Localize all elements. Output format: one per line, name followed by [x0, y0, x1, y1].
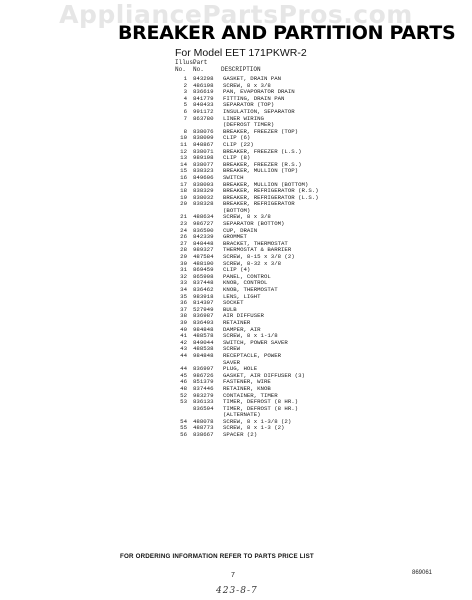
- part-number: 836462: [193, 286, 214, 293]
- part-number: 488634: [193, 213, 214, 221]
- part-number: 836987: [193, 312, 214, 320]
- part-illus-number: 12: [180, 147, 187, 155]
- document-number: 869061: [412, 570, 433, 576]
- part-illus-number: 17: [180, 180, 187, 188]
- part-illus-number: 53: [180, 398, 187, 406]
- header-no-2: No.: [193, 65, 204, 73]
- part-description: SWITCH: [223, 173, 244, 181]
- part-illus-number: 52: [180, 391, 187, 399]
- part-description: RETAINER: [223, 318, 251, 326]
- part-number: 836133: [193, 398, 214, 406]
- part-description: SCREW, 8 x 1-3/8 (2): [223, 417, 292, 425]
- part-illus-number: 43: [180, 345, 187, 353]
- parts-list: [175, 76, 405, 439]
- part-illus-number: 15: [180, 167, 187, 175]
- part-illus-number: 42: [180, 338, 187, 346]
- part-description: TIMER, DEFROST (8 HR.): [223, 404, 299, 412]
- part-description: CLIP (8): [223, 154, 251, 162]
- part-number: 989198: [193, 154, 214, 162]
- part-illus-number: 27: [180, 239, 187, 247]
- part-row: [175, 432, 405, 439]
- part-number: 838667: [193, 431, 214, 439]
- part-description: CUP, DRAIN: [223, 226, 258, 234]
- part-description: SCREW, 8 x 1-1/8: [223, 332, 278, 340]
- part-number: 488773: [193, 424, 214, 432]
- part-illus-number: 46: [180, 378, 187, 386]
- part-description: CONTAINER, TIMER: [223, 391, 278, 399]
- part-number: 837448: [193, 279, 214, 287]
- part-illus-number: 5: [183, 101, 187, 109]
- page-title: BREAKER AND PARTITION PARTS: [118, 22, 456, 44]
- part-number: 838328: [193, 200, 214, 208]
- part-number: 838071: [193, 147, 214, 155]
- part-number: 488538: [193, 345, 214, 353]
- part-description: SPACER (2): [223, 431, 258, 439]
- part-description: BREAKER, REFRIGERATOR (L.S.): [223, 193, 319, 201]
- handwritten-note: 423-8-7: [216, 586, 258, 596]
- part-illus-number: 28: [180, 246, 187, 254]
- part-description: BREAKER, MULLION (BOTTOM): [223, 180, 309, 188]
- part-illus-number: 4: [183, 94, 187, 102]
- part-illus-number: 44: [180, 351, 187, 359]
- part-number: 869459: [193, 266, 214, 274]
- part-description: FASTENER, WIRE: [223, 378, 271, 386]
- model-line: For Model EET 171PKWR-2: [175, 47, 307, 59]
- part-illus-number: 55: [180, 424, 187, 432]
- part-description: SEPARATOR (TOP): [223, 101, 275, 109]
- header-row-2: [175, 67, 261, 74]
- part-row: [175, 353, 405, 360]
- part-number: 865908: [193, 272, 214, 280]
- part-number: 837446: [193, 384, 214, 392]
- part-illus-number: 31: [180, 266, 187, 274]
- part-description: GROMMET: [223, 233, 247, 241]
- part-number: 487584: [193, 253, 214, 261]
- part-description: BREAKER, FREEZER (TOP): [223, 127, 299, 135]
- part-illus-number: 6: [183, 107, 187, 115]
- part-illus-number: 13: [180, 154, 187, 162]
- part-number: 848448: [193, 239, 214, 247]
- part-illus-number: 2: [183, 81, 187, 89]
- part-description: PAN, EVAPORATOR DRAIN: [223, 88, 295, 96]
- part-illus-number: 44: [180, 365, 187, 373]
- part-number: 849606: [193, 173, 214, 181]
- part-illus-number: 29: [180, 253, 187, 261]
- part-description: BREAKER, FREEZER (L.S.): [223, 147, 302, 155]
- part-number: 838329: [193, 187, 214, 195]
- part-illus-number: 35: [180, 292, 187, 300]
- part-illus-number: 37: [180, 305, 187, 313]
- part-description: SCREW: [223, 345, 241, 353]
- part-number: 991172: [193, 107, 214, 115]
- part-illus-number: 18: [180, 187, 187, 195]
- part-number: 836590: [193, 226, 214, 234]
- part-illus-number: 21: [180, 213, 187, 221]
- part-illus-number: 11: [180, 140, 187, 148]
- part-number: 843298: [193, 75, 214, 82]
- part-description: BREAKER, REFRIGERATOR (R.S.): [223, 187, 319, 195]
- part-number: 488578: [193, 332, 214, 340]
- part-illus-number: 45: [180, 371, 187, 379]
- part-description: SCREW, 8-32 x 3/8: [223, 259, 282, 267]
- page-number: 7: [231, 572, 235, 579]
- part-illus-number: 16: [180, 173, 187, 181]
- part-number: 848433: [193, 101, 214, 109]
- part-number: 814307: [193, 299, 214, 307]
- part-number: 848867: [193, 140, 214, 148]
- part-illus-number: 8: [183, 127, 187, 135]
- part-description: BREAKER, FREEZER (R.S.): [223, 160, 302, 168]
- part-description: KNOB, THERMOSTAT: [223, 286, 278, 293]
- part-illus-number: 1: [183, 75, 187, 82]
- part-description: CLIP (6): [223, 134, 251, 142]
- part-number: 984848: [193, 351, 214, 359]
- part-number: 527949: [193, 305, 214, 313]
- part-number: 836594: [193, 404, 214, 412]
- part-illus-number: 38: [180, 312, 187, 320]
- part-number: 863780: [193, 114, 214, 122]
- header-illus: Illus.: [175, 59, 197, 66]
- part-description: SEPARATOR (BOTTOM): [223, 220, 285, 228]
- part-illus-number: 30: [180, 259, 187, 267]
- part-description: BREAKER, MULLION (TOP): [223, 167, 299, 175]
- part-number: 838099: [193, 134, 214, 142]
- part-description: (BOTTOM): [223, 206, 251, 214]
- part-illus-number: 48: [180, 384, 187, 392]
- part-description: FITTING, DRAIN PAN: [223, 94, 285, 102]
- part-illus-number: [175, 406, 187, 413]
- part-number: 836493: [193, 318, 214, 326]
- part-number: 838076: [193, 127, 214, 135]
- part-description: RECEPTACLE, POWER: [223, 351, 282, 359]
- part-description: GASKET, AIR DIFFUSER (3): [223, 371, 305, 379]
- header-no-1: No.: [175, 65, 186, 73]
- part-description: BRACKET, THERMOSTAT: [223, 239, 288, 247]
- part-illus-number: 26: [180, 233, 187, 241]
- part-illus-number: 3: [183, 88, 187, 96]
- part-number: 989327: [193, 246, 214, 254]
- part-number: 841779: [193, 94, 214, 102]
- part-description: AIR DIFFUSER: [223, 312, 264, 320]
- part-number: 849044: [193, 338, 214, 346]
- part-illus-number: 54: [180, 417, 187, 425]
- part-number: 838077: [193, 160, 214, 168]
- part-number: 838323: [193, 167, 214, 175]
- parts-list-header: [175, 60, 261, 73]
- part-description: BREAKER, REFRIGERATOR: [223, 200, 295, 208]
- part-illus-number: 14: [180, 160, 187, 168]
- part-description: SCREW, 8 x 3/8: [223, 81, 271, 89]
- part-description: SWITCH, POWER SAVER: [223, 338, 288, 346]
- part-illus-number: 34: [180, 286, 187, 293]
- part-description: THERMOSTAT & BARRIER: [223, 246, 292, 254]
- part-description: LENS, LIGHT: [223, 292, 261, 300]
- header-description: DESCRIPTION: [221, 65, 261, 73]
- part-number: 983279: [193, 391, 214, 399]
- part-description: (DEFROST TIMER): [223, 121, 275, 129]
- part-description: SOCKET: [223, 299, 244, 307]
- part-description: INSULATION, SEPARATOR: [223, 107, 295, 115]
- part-illus-number: 41: [180, 332, 187, 340]
- part-description: SCREW, 8 x 1-3 (2): [223, 424, 285, 432]
- part-number: 986726: [193, 371, 214, 379]
- part-description: KNOB, CONTROL: [223, 279, 268, 287]
- part-description: SCREW, 8-15 x 3/8 (2): [223, 253, 295, 261]
- part-number: 838003: [193, 180, 214, 188]
- part-illus-number: 7: [183, 114, 187, 122]
- part-illus-number: 24: [180, 226, 187, 234]
- part-row: [175, 116, 405, 123]
- part-description: TIMER, DEFROST (8 HR.): [223, 398, 299, 406]
- part-number: 984848: [193, 325, 214, 333]
- part-row: [175, 201, 405, 208]
- part-illus-number: 36: [180, 299, 187, 307]
- part-illus-number: 19: [180, 193, 187, 201]
- part-number: 842339: [193, 233, 214, 241]
- part-description: GASKET, DRAIN PAN: [223, 75, 282, 82]
- part-description: RETAINER, KNOB: [223, 384, 271, 392]
- part-description: SCREW, 8 x 3/8: [223, 213, 271, 221]
- part-illus-number: 32: [180, 272, 187, 280]
- part-description: CLIP (22): [223, 140, 254, 148]
- part-description: (ALTERNATE): [223, 411, 261, 419]
- header-part: Part: [193, 59, 208, 66]
- part-description: SAVER: [223, 358, 241, 366]
- part-number: 836997: [193, 365, 214, 373]
- part-description: LINER WIRING: [223, 114, 264, 122]
- part-row: [175, 406, 405, 413]
- part-illus-number: 33: [180, 279, 187, 287]
- part-number: 488100: [193, 259, 214, 267]
- part-number: 838032: [193, 193, 214, 201]
- part-description: DAMPER, AIR: [223, 325, 261, 333]
- part-number: 836619: [193, 88, 214, 96]
- part-number: 986727: [193, 220, 214, 228]
- ordering-footer: FOR ORDERING INFORMATION REFER TO PARTS PRICE LIST: [120, 553, 314, 560]
- part-number: 486198: [193, 81, 214, 89]
- part-description: PANEL, CONTROL: [223, 272, 271, 280]
- part-number: 983918: [193, 292, 214, 300]
- part-illus-number: 10: [180, 134, 187, 142]
- part-number: 488078: [193, 417, 214, 425]
- watermark: AppliancePartsPros.com: [59, 0, 413, 29]
- part-number: 851379: [193, 378, 214, 386]
- part-illus-number: 20: [180, 200, 187, 208]
- part-illus-number: 23: [180, 220, 187, 228]
- part-illus-number: 56: [180, 431, 187, 439]
- part-description: PLUG, HOLE: [223, 365, 258, 373]
- part-illus-number: 40: [180, 325, 187, 333]
- part-description: BULB: [223, 305, 237, 313]
- part-description: CLIP (4): [223, 266, 251, 274]
- part-illus-number: 39: [180, 318, 187, 326]
